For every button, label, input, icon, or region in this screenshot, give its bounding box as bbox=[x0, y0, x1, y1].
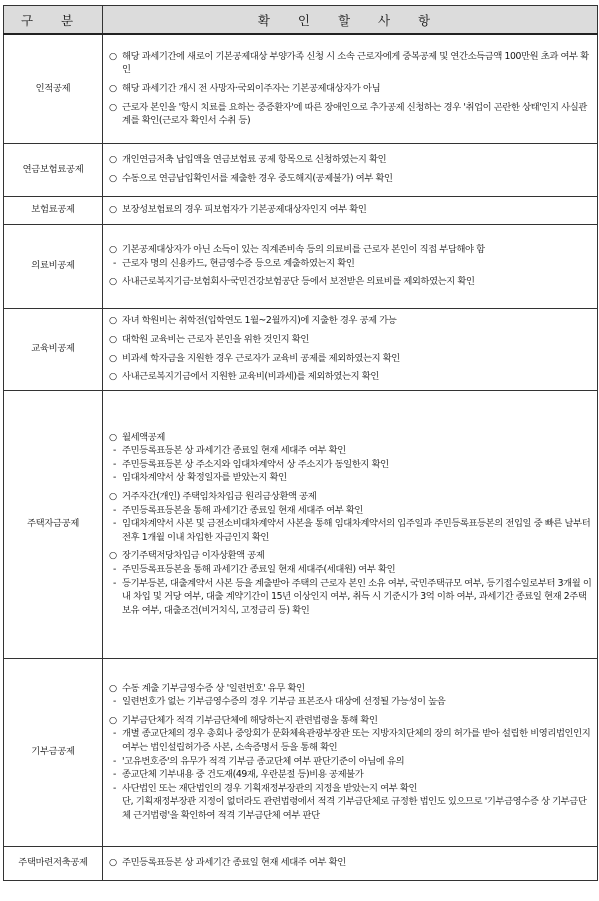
check-subitem-text: 종교단체 기부내용 중 건도재(49재, 우란분절 등)비용 공제불가 bbox=[122, 769, 364, 781]
row-check-items bbox=[103, 196, 598, 224]
check-subitem-text: 주민등록표등본 상 과세기간 종료일 현재 세대주 여부 확인 bbox=[122, 445, 346, 457]
check-subitem-text: 주민등록표등본 상 주소지와 임대차계약서 상 주소지가 동일한지 확인 bbox=[122, 458, 389, 470]
row-category: 인적공제 bbox=[4, 34, 103, 143]
table-row bbox=[4, 196, 598, 224]
check-item bbox=[109, 682, 593, 709]
check-item-text: 사내근로복지기금·보험회사·국민건강보험공단 등에서 보전받은 의료비를 제외하였는지 확인 bbox=[122, 276, 475, 288]
check-subitem-text: 등기부등본, 대출계약서 사본 등을 계출받아 주택의 근로자 본인 소유 여부, 국민주택규모 여부, 등기접수일로부터 3개월 이내 차입 및 거당 여부, 대출 계약기간이 15년 이상인지 여부, 취득 시 기준시가 3억 이하 여부, 과세기간 종료일 현재 2주택 보유 여부, 대출조건(비거치식, 고정금리 등) 확인 bbox=[122, 577, 592, 616]
table-row bbox=[4, 224, 598, 308]
circle-bullet-icon: ○ bbox=[109, 101, 117, 113]
table-row bbox=[4, 846, 598, 880]
circle-bullet-icon: ○ bbox=[109, 276, 117, 288]
check-item-text: 사내근로복지기금에서 지원한 교육비(비과세)를 제외하였는지 확인 bbox=[122, 371, 379, 383]
circle-bullet-icon: ○ bbox=[109, 352, 117, 364]
table-row bbox=[4, 658, 598, 846]
check-subitem bbox=[109, 504, 593, 518]
check-item bbox=[109, 275, 593, 289]
circle-bullet-icon: ○ bbox=[109, 315, 117, 327]
check-item-text: 수동 계출 기부금영수증 상 '일련번호' 유무 확인 bbox=[122, 682, 305, 694]
check-item bbox=[109, 314, 593, 328]
check-item bbox=[109, 82, 593, 96]
check-item bbox=[109, 333, 593, 347]
check-subitem bbox=[109, 257, 593, 271]
header-category: 구 분 bbox=[4, 6, 103, 35]
check-subitem bbox=[109, 517, 593, 544]
check-item-text: 장기주택저당차입금 이자상환액 공제 bbox=[122, 550, 265, 562]
table-header-row bbox=[4, 6, 598, 35]
dash-bullet-icon: - bbox=[113, 755, 116, 767]
dash-bullet-icon: - bbox=[113, 696, 116, 708]
check-item bbox=[109, 490, 593, 544]
check-item-text: 기본공제대상자가 아닌 소득이 있는 직계존비속 등의 의료비를 근로자 본인이 직접 부담해야 함 bbox=[122, 244, 485, 256]
header-check-items: 확 인 할 사 항 bbox=[103, 6, 598, 35]
dash-bullet-icon: - bbox=[113, 458, 116, 470]
check-item-text: 보장성보험료의 경우 피보험자가 기본공제대상자인지 여부 확인 bbox=[122, 204, 367, 216]
check-item-text: 근로자 본인을 '항시 치료를 요하는 중증환자'에 따른 장애인으로 추가공제 신청하는 경우 '취업이 곤란한 상태'인지 사실관계를 확인(근로자 확인서 수취 등) bbox=[122, 101, 587, 127]
row-check-items bbox=[103, 34, 598, 143]
dash-bullet-icon: - bbox=[113, 577, 116, 589]
check-subitem bbox=[109, 444, 593, 458]
row-category: 주택자금공제 bbox=[4, 390, 103, 658]
table-row bbox=[4, 143, 598, 196]
check-item-text: 월세액공제 bbox=[122, 431, 165, 443]
check-item bbox=[109, 172, 593, 186]
check-item-text: 거주자간(개인) 주택임차차입금 원리금상환액 공제 bbox=[122, 491, 317, 503]
circle-bullet-icon: ○ bbox=[109, 82, 117, 94]
check-item-text: 해당 과세기간에 새로이 기본공제대상 부양가족 신청 시 소속 근로자에게 중복공제 및 연간소득금액 100만원 초과 여부 확인 bbox=[122, 50, 589, 76]
row-check-items bbox=[103, 308, 598, 390]
dash-bullet-icon: - bbox=[113, 504, 116, 516]
check-item bbox=[109, 352, 593, 366]
dash-bullet-icon: - bbox=[113, 518, 116, 530]
row-check-items bbox=[103, 143, 598, 196]
circle-bullet-icon: ○ bbox=[109, 857, 117, 869]
check-item-text: 기부금단체가 적격 기부금단체에 해당하는지 관련법령을 통해 확인 bbox=[122, 714, 378, 726]
check-subitem-text: 근로자 명의 신용카드, 현금영수증 등으로 계출하였는지 확인 bbox=[122, 257, 355, 269]
dash-bullet-icon: - bbox=[113, 257, 116, 269]
check-subitem-text: 일련번호가 없는 기부금영수증의 경우 기부금 표본조사 대상에 선정될 가능성이 높음 bbox=[122, 696, 446, 708]
dash-bullet-icon: - bbox=[113, 472, 116, 484]
row-category: 의료비공제 bbox=[4, 224, 103, 308]
check-item-text: 주민등록표등본 상 과세기간 종료일 현재 세대주 여부 확인 bbox=[122, 857, 346, 869]
check-item bbox=[109, 50, 593, 77]
check-subitem bbox=[109, 458, 593, 472]
check-item bbox=[109, 549, 593, 617]
check-item bbox=[109, 153, 593, 167]
check-subitem-text: 사단법인 또는 재단법인의 경우 기획재정부장관의 지정을 받았는지 여부 확인 단, 기획재정부장관 지정이 없더라도 관련법령에서 적격 기부금단체로 규정한 법인도 있으므로 '기부금영수증 상 기부금단체 근거법령'을 확인하여 적격 기부금단체 여부 판단 bbox=[122, 782, 587, 821]
check-item-text: 대학원 교육비는 근로자 본인을 위한 것인지 확인 bbox=[122, 333, 309, 345]
check-item-text: 비과세 학자금을 지원한 경우 근로자가 교육비 공제를 제외하였는지 확인 bbox=[122, 352, 400, 364]
check-subitem-text: 임대차계약서 사본 및 금전소비대차계약서 사본을 통해 임대차계약서의 입주일과 주민등록표등본의 전입일 중 빠른 날부터 전후 1개월 이내 차입한 자금인지 확인 bbox=[122, 518, 591, 543]
check-item-text: 수동으로 연금납입확인서를 제출한 경우 중도해지(공제불가) 여부 확인 bbox=[122, 173, 393, 184]
row-category: 주택마련저축공제 bbox=[4, 846, 103, 880]
circle-bullet-icon: ○ bbox=[109, 491, 117, 503]
check-item bbox=[109, 243, 593, 270]
circle-bullet-icon: ○ bbox=[109, 682, 117, 694]
check-subitem bbox=[109, 727, 593, 754]
check-item bbox=[109, 101, 593, 128]
row-check-items bbox=[103, 846, 598, 880]
check-item bbox=[109, 203, 593, 217]
check-item bbox=[109, 431, 593, 485]
check-subitem bbox=[109, 782, 593, 823]
check-item-text: 자녀 학원비는 취학전(입학연도 1월~2월까지)에 지출한 경우 공제 가능 bbox=[122, 315, 397, 327]
check-subitem bbox=[109, 577, 593, 618]
row-category: 연금보험료공제 bbox=[4, 143, 103, 196]
circle-bullet-icon: ○ bbox=[109, 244, 117, 256]
row-category: 기부금공제 bbox=[4, 658, 103, 846]
table-row bbox=[4, 308, 598, 390]
circle-bullet-icon: ○ bbox=[109, 714, 117, 726]
table-row bbox=[4, 390, 598, 658]
check-subitem bbox=[109, 768, 593, 782]
circle-bullet-icon: ○ bbox=[109, 204, 117, 216]
check-item bbox=[109, 370, 593, 384]
check-item bbox=[109, 714, 593, 823]
circle-bullet-icon: ○ bbox=[109, 50, 117, 62]
circle-bullet-icon: ○ bbox=[109, 154, 117, 166]
row-category: 보험료공제 bbox=[4, 196, 103, 224]
check-subitem-text: 주민등록표등본을 통해 과세기간 종료일 현재 세대주(세대원) 여부 확인 bbox=[122, 563, 396, 575]
check-subitem-text: '고유번호증'의 유무가 적격 기부금 종교단체 여부 판단기준이 아님에 유의 bbox=[122, 755, 405, 767]
check-subitem bbox=[109, 695, 593, 709]
row-category: 교육비공제 bbox=[4, 308, 103, 390]
check-item bbox=[109, 856, 593, 870]
dash-bullet-icon: - bbox=[113, 769, 116, 781]
check-subitem-text: 개별 종교단체의 경우 총회나 중앙회가 문화체육관광부장관 또는 지방자치단체의 장의 허가를 받아 설립한 비영리법인인지 여부는 법인설립허가증 사본, 소속증명서 등을 통해 확인 bbox=[122, 728, 591, 753]
circle-bullet-icon: ○ bbox=[109, 333, 117, 345]
dash-bullet-icon: - bbox=[113, 563, 116, 575]
circle-bullet-icon: ○ bbox=[109, 550, 117, 562]
check-subitem-text: 임대차계약서 상 확정일자를 받았는지 확인 bbox=[122, 472, 287, 484]
dash-bullet-icon: - bbox=[113, 782, 116, 794]
check-subitem bbox=[109, 563, 593, 577]
dash-bullet-icon: - bbox=[113, 728, 116, 740]
year-end-tax-checklist-table bbox=[3, 5, 598, 881]
dash-bullet-icon: - bbox=[113, 445, 116, 457]
row-check-items bbox=[103, 658, 598, 846]
row-check-items bbox=[103, 224, 598, 308]
check-subitem-text: 주민등록표등본을 통해 과세기간 종료일 현재 세대주 여부 확인 bbox=[122, 504, 363, 516]
table-row bbox=[4, 34, 598, 143]
circle-bullet-icon: ○ bbox=[109, 371, 117, 383]
circle-bullet-icon: ○ bbox=[109, 173, 117, 184]
check-subitem bbox=[109, 471, 593, 485]
check-item-text: 해당 과세기간 개시 전 사망자·국외이주자는 기본공제대상자가 아님 bbox=[122, 82, 381, 94]
circle-bullet-icon: ○ bbox=[109, 431, 117, 443]
check-subitem bbox=[109, 755, 593, 769]
row-check-items bbox=[103, 390, 598, 658]
check-item-text: 개인연금저축 납입액을 연금보험료 공제 항목으로 신청하였는지 확인 bbox=[122, 154, 387, 166]
